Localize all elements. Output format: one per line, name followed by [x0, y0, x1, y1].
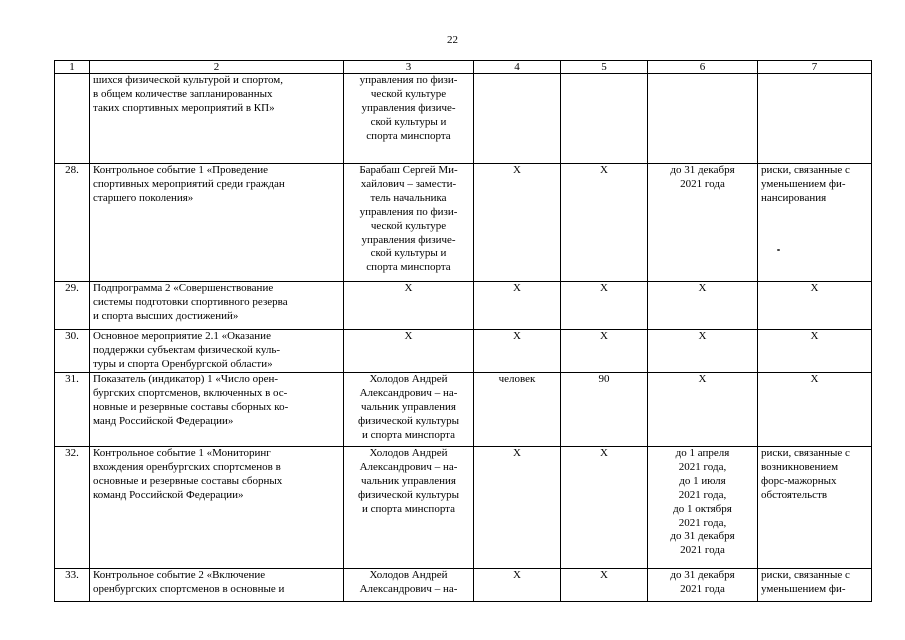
row-number — [55, 74, 90, 164]
table-row — [55, 447, 872, 569]
page-number: 22 — [447, 34, 458, 46]
unit-cell: Х — [474, 164, 561, 282]
unit-cell: Х — [474, 282, 561, 330]
responsible-person: Х — [344, 330, 474, 373]
row-number: 30. — [55, 330, 90, 373]
risks-cell: риски, связанные с уменьшением фи- — [758, 569, 872, 602]
table-row — [55, 330, 872, 373]
unit-cell — [474, 74, 561, 164]
responsible-person: Холодов Андрей Александрович – на- чальник управления физической культуры и спорта минспорта — [344, 447, 474, 569]
row-number: 31. — [55, 373, 90, 447]
header-cell: 2 — [90, 61, 344, 74]
value-cell: 90 — [561, 373, 648, 447]
row-number: 28. — [55, 164, 90, 282]
event-name: Контрольное событие 2 «Включение оренбургских спортсменов в основные и — [90, 569, 344, 602]
value-cell — [561, 74, 648, 164]
plan-table — [54, 60, 872, 602]
risks-text: риски, связанные с уменьшением фи- нансирования — [761, 164, 850, 204]
responsible-person: управления по физи- ческой культуре управления физиче- ской культуры и спорта минспорта — [344, 74, 474, 164]
row-number: 29. — [55, 282, 90, 330]
table-row — [55, 164, 872, 282]
unit-cell: Х — [474, 330, 561, 373]
row-number: 32. — [55, 447, 90, 569]
value-cell: Х — [561, 569, 648, 602]
row-number: 33. — [55, 569, 90, 602]
header-cell: 1 — [55, 61, 90, 74]
risks-cell: риски, связанные с возникновением форс-мажорных обстоятельств — [758, 447, 872, 569]
deadline-cell: Х — [648, 373, 758, 447]
header-cell: 6 — [648, 61, 758, 74]
table-row — [55, 569, 872, 602]
responsible-person: Барабаш Сергей Ми- хайлович – замести- тель начальника управления по физи- ческой культуре управления физиче- ской культуры и спорта минспорта — [344, 164, 474, 282]
responsible-person: Холодов Андрей Александрович – на- — [344, 569, 474, 602]
responsible-person: Холодов Андрей Александрович – на- чальник управления физической культуры и спорта минспорта — [344, 373, 474, 447]
value-cell: Х — [561, 282, 648, 330]
event-name: Контрольное событие 1 «Мониторинг вхождения оренбургских спортсменов в основные и резервные составы сборных команд Российской Федерации» — [90, 447, 344, 569]
header-cell: 7 — [758, 61, 872, 74]
deadline-cell: Х — [648, 330, 758, 373]
event-name: Контрольное событие 1 «Проведение спортивных мероприятий среди граждан старшего поколения» — [90, 164, 344, 282]
event-name: Основное мероприятие 2.1 «Оказание поддержки субъектам физической куль- туры и спорта Оренбургской области» — [90, 330, 344, 373]
table-header-row — [55, 61, 872, 74]
risks-cell: Х — [758, 373, 872, 447]
risks-cell — [758, 164, 872, 282]
unit-cell: Х — [474, 569, 561, 602]
deadline-cell: до 31 декабря 2021 года — [648, 569, 758, 602]
event-name: шихся физической культурой и спортом, в общем количестве запланированных таких спортивных мероприятий в КП» — [90, 74, 344, 164]
value-cell: Х — [561, 164, 648, 282]
event-name: Показатель (индикатор) 1 «Число орен- бургских спортсменов, включенных в ос- новные и резервные составы сборных ко- манд Российской Федерации» — [90, 373, 344, 447]
value-cell: Х — [561, 447, 648, 569]
scan-speck — [777, 249, 780, 251]
table-row — [55, 373, 872, 447]
header-cell: 5 — [561, 61, 648, 74]
header-cell: 4 — [474, 61, 561, 74]
risks-cell: Х — [758, 282, 872, 330]
deadline-cell: Х — [648, 282, 758, 330]
value-cell: Х — [561, 330, 648, 373]
table-row — [55, 282, 872, 330]
deadline-cell: до 1 апреля 2021 года, до 1 июля 2021 года, до 1 октября 2021 года, до 31 декабря 2021 года — [648, 447, 758, 569]
unit-cell: человек — [474, 373, 561, 447]
event-name: Подпрограмма 2 «Совершенствование системы подготовки спортивного резерва и спорта высших достижений» — [90, 282, 344, 330]
table-row — [55, 74, 872, 164]
risks-cell: Х — [758, 330, 872, 373]
header-cell: 3 — [344, 61, 474, 74]
responsible-person: Х — [344, 282, 474, 330]
unit-cell: Х — [474, 447, 561, 569]
deadline-cell: до 31 декабря 2021 года — [648, 164, 758, 282]
risks-cell — [758, 74, 872, 164]
deadline-cell — [648, 74, 758, 164]
